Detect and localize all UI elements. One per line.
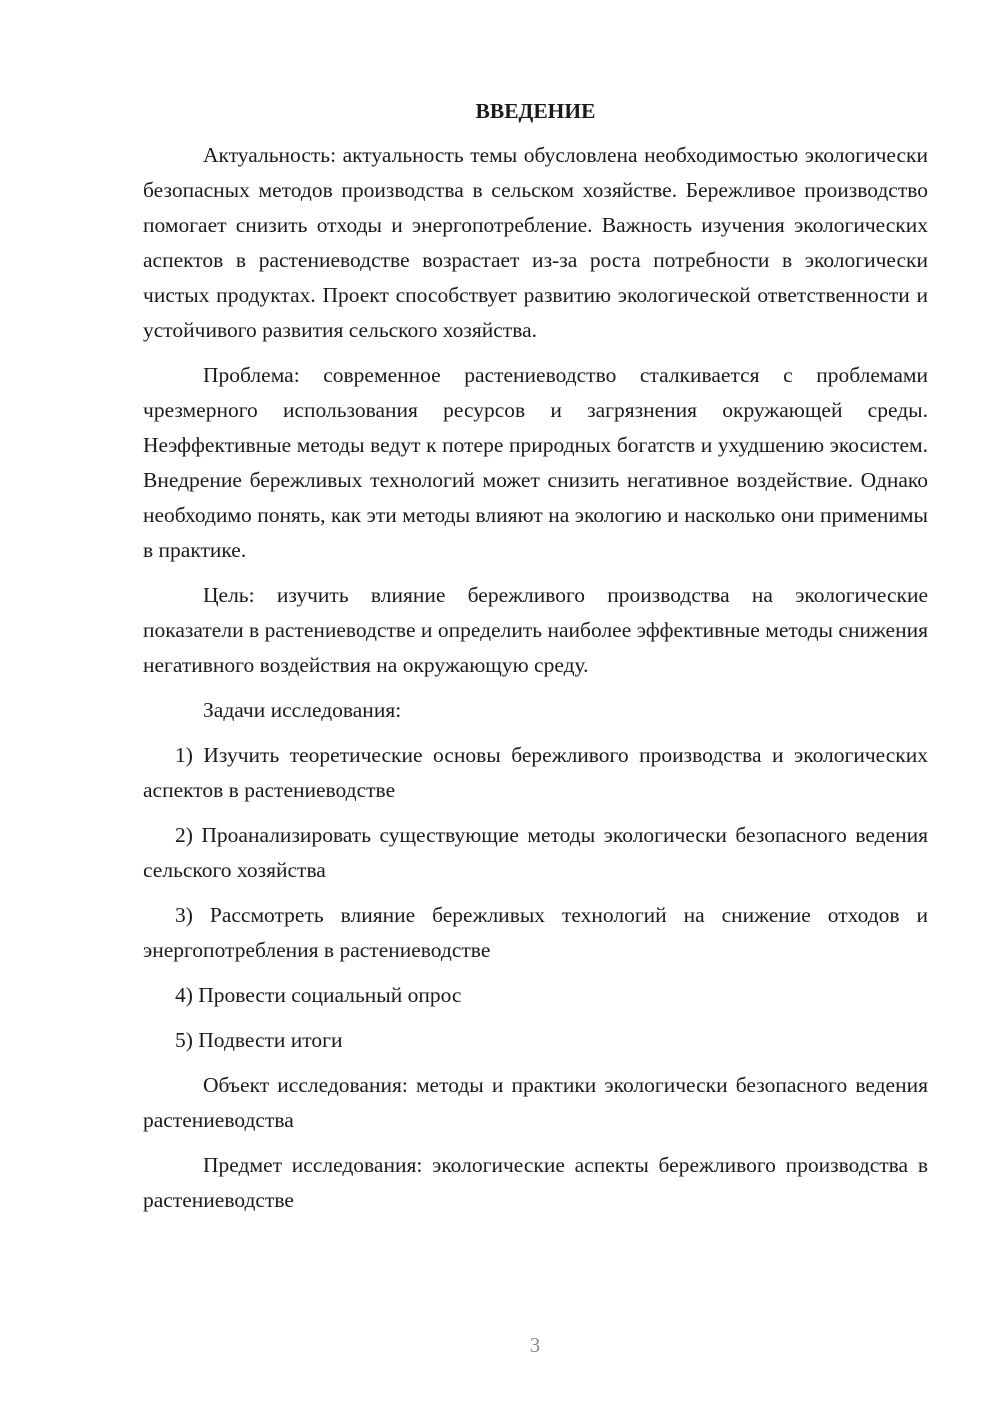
paragraph-relevance: Актуальность: актуальность темы обусловлена необходимостью экологически безопасных методов производства в сельском хозяйстве. Бережливое производство помогает снизить отходы и энергопотребление. Важность изучения экологических аспектов в растениеводстве возрастает из-за роста потребности в экологически чистых продуктах. Проект способствует развитию экологической ответственности и устойчивого развития сельского хозяйства.: [143, 143, 928, 342]
task-item-3: 3) Рассмотреть влияние бережливых технологий на снижение отходов и энергопотребления в растениеводстве: [143, 903, 928, 962]
paragraph-goal: Цель: изучить влияние бережливого производства на экологические показатели в растениеводстве и определить наиболее эффективные методы снижения негативного воздействия на окружающую среду.: [143, 583, 928, 677]
paragraph-object: Объект исследования: методы и практики экологически безопасного ведения растениеводства: [143, 1073, 928, 1132]
paragraph-problem: Проблема: современное растениеводство сталкивается с проблемами чрезмерного использования ресурсов и загрязнения окружающей среды. Неэффективные методы ведут к потере природных богатств и ухудшению экосистем. Внедрение бережливых технологий может снизить негативное воздействие. Однако необходимо понять, как эти методы влияют на экологию и насколько они применимы в практике.: [143, 363, 928, 562]
task-item-2: 2) Проанализировать существующие методы экологически безопасного ведения сельского хозяйства: [143, 823, 928, 882]
document-page: [143, 96, 928, 1228]
tasks-heading: Задачи исследования:: [203, 698, 402, 722]
task-item-5: 5) Подвести итоги: [175, 1028, 343, 1052]
page-number: 3: [529, 1333, 541, 1357]
task-item-1: 1) Изучить теоретические основы бережливого производства и экологических аспектов в растениеводстве: [143, 743, 928, 802]
paragraph-subject: Предмет исследования: экологические аспекты бережливого производства в растениеводстве: [143, 1153, 928, 1212]
page-title: ВВЕДЕНИЕ: [475, 99, 596, 123]
task-item-4: 4) Провести социальный опрос: [175, 983, 462, 1007]
